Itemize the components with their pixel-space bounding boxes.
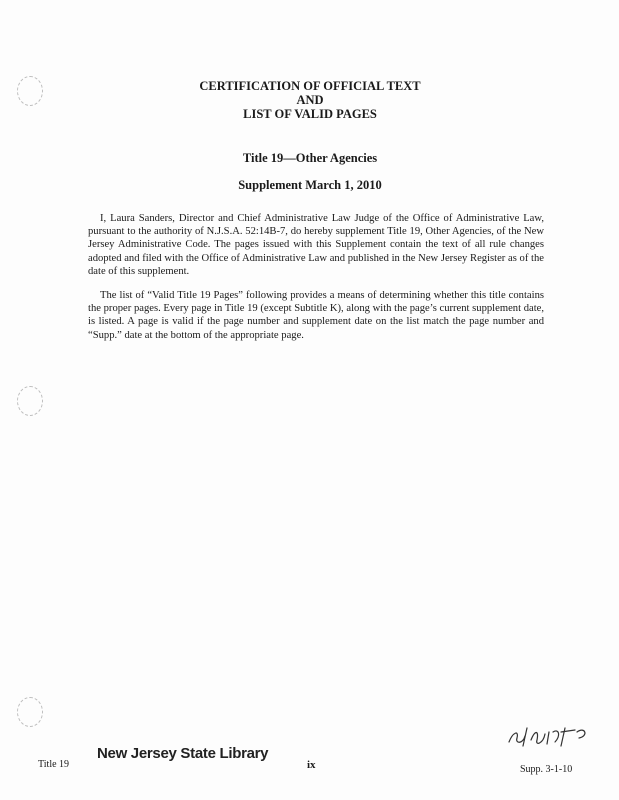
title-line-2: AND — [296, 93, 324, 107]
library-stamp: New Jersey State Library — [97, 745, 269, 762]
certification-title — [140, 79, 480, 121]
punch-hole-top — [17, 76, 43, 106]
title-part-heading: Title 19—Other Agencies — [242, 151, 378, 165]
handwritten-initials — [505, 722, 595, 755]
footer-title: Title 19 — [38, 759, 70, 770]
title-line-1: CERTIFICATION OF OFFICIAL TEXT — [199, 79, 421, 93]
body-paragraph-2: The list of “Valid Title 19 Pages” following provides a means of determining whether this title contains the proper pages. Every page in Title 19 (except Subtitle K), along with the page’s current supplement date, is listed. A page is valid if the page number and supplement date on the list match the page number and “Supp.” date at the bottom of the appropriate page. — [88, 290, 544, 341]
page-number: ix — [307, 759, 316, 771]
title-line-3: LIST OF VALID PAGES — [243, 107, 377, 121]
footer-supplement: Supp. 3-1-10 — [520, 764, 573, 775]
body-paragraph-1: I, Laura Sanders, Director and Chief Administrative Law Judge of the Office of Administrative Law, pursuant to the authority of N.J.S.A. 52:14B-7, do hereby supplement Title 19, Other Agencies, of the New Jersey Administrative Code. The pages issued with this Supplement contain the text of all rule changes adopted and filed with the Office of Administrative Law and published in the New Jersey Register as of the date of this supplement. — [88, 213, 544, 277]
punch-hole-bottom — [17, 697, 43, 727]
supplement-date-heading: Supplement March 1, 2010 — [238, 178, 382, 192]
punch-hole-middle — [17, 386, 43, 416]
